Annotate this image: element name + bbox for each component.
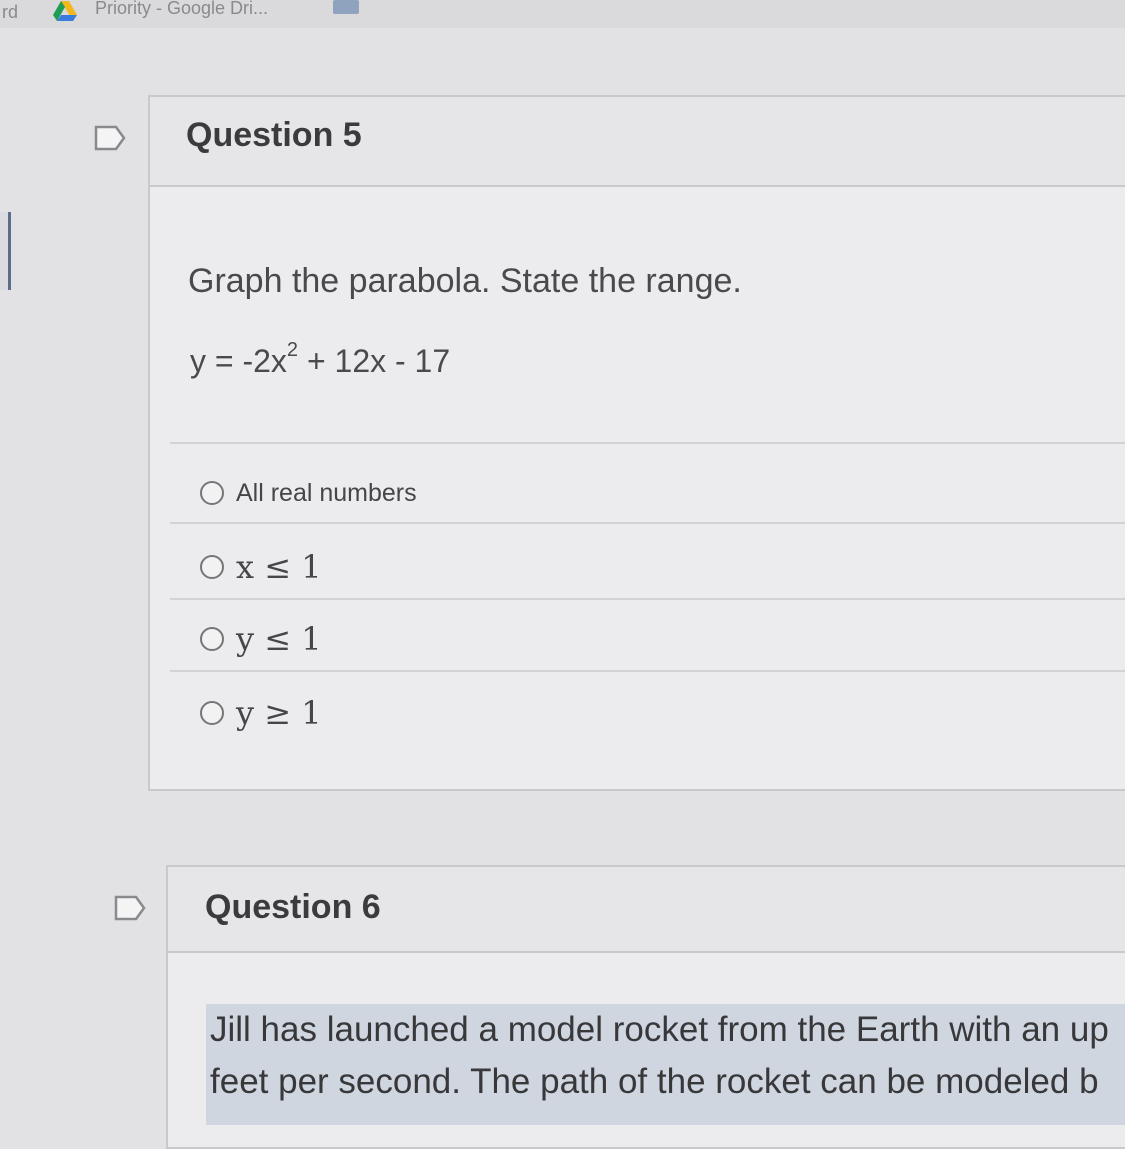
divider xyxy=(170,670,1125,672)
answer-option-all-real[interactable] xyxy=(200,470,417,516)
equation-exponent: 2 xyxy=(286,339,299,362)
answer-option-y-le-1[interactable] xyxy=(200,616,322,662)
answer-option-y-ge-1[interactable] xyxy=(200,690,322,736)
radio-button[interactable] xyxy=(200,701,224,725)
bookmark-icon[interactable] xyxy=(333,0,359,14)
answer-label: y ≥ 1 xyxy=(236,694,322,732)
google-drive-icon[interactable] xyxy=(52,0,78,22)
flag-question-icon[interactable] xyxy=(94,125,126,151)
radio-button[interactable] xyxy=(200,555,224,579)
question-6-text-line: feet per second. The path of the rocket can be modeled b xyxy=(210,1062,1099,1101)
answer-option-x-le-1[interactable] xyxy=(200,544,322,590)
answer-label: x ≤ 1 xyxy=(236,548,322,586)
answer-label: All real numbers xyxy=(236,478,417,507)
left-panel-edge xyxy=(0,212,11,290)
bookmark-priority[interactable]: Priority - Google Dri... xyxy=(95,0,269,18)
radio-button[interactable] xyxy=(200,481,224,505)
equation-rest: + 12x - 17 xyxy=(298,343,451,379)
question-6-title: Question 6 xyxy=(205,888,381,926)
bookmark-item[interactable]: rd xyxy=(2,2,19,22)
divider xyxy=(170,442,1125,444)
question-5-prompt: Graph the parabola. State the range. xyxy=(188,262,742,300)
divider xyxy=(170,522,1125,524)
bookmarks-bar xyxy=(0,0,1125,28)
question-6-text-line: Jill has launched a model rocket from the Earth with an up xyxy=(210,1010,1109,1049)
question-5-title: Question 5 xyxy=(186,116,362,154)
flag-question-icon[interactable] xyxy=(114,895,146,921)
radio-button[interactable] xyxy=(200,627,224,651)
answer-label: y ≤ 1 xyxy=(236,620,322,658)
question-5-equation xyxy=(190,339,451,380)
divider xyxy=(170,598,1125,600)
equation-main: y = -2x xyxy=(190,343,287,379)
